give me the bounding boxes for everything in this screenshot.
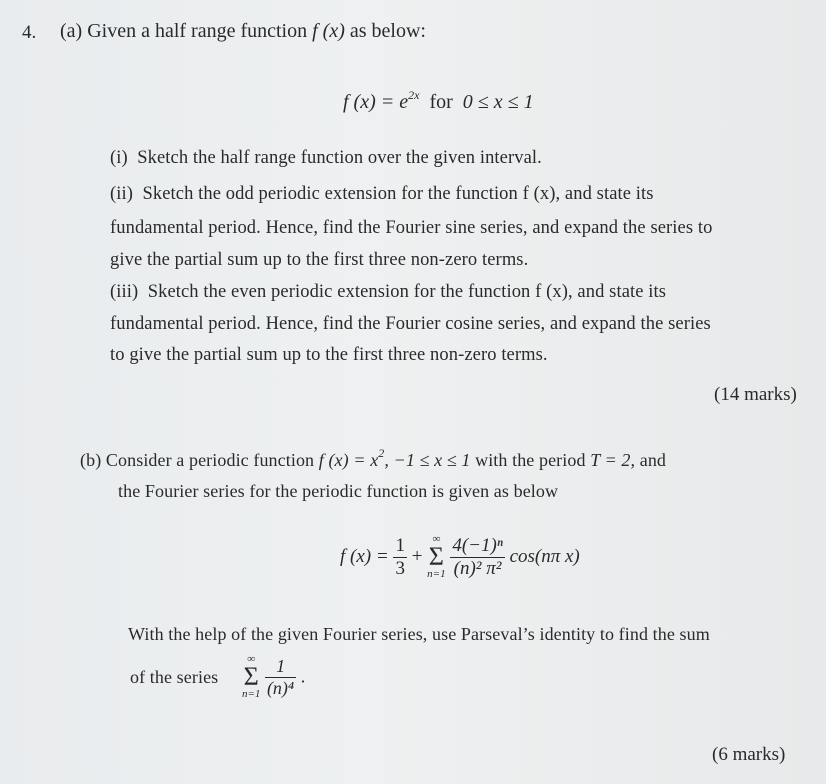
part-b-and: and <box>639 450 667 470</box>
sum2-period: . <box>300 666 306 687</box>
part-a-intro-text: Given a half range function <box>87 20 308 42</box>
part-a-marks: (14 marks) <box>714 384 797 405</box>
sum2-sigma <box>242 654 260 700</box>
item-i-line-1: Sketch the half range function over the given interval. <box>137 148 542 168</box>
item-iii-line-3: to give the partial sum up to the first three non-zero terms. <box>110 345 548 365</box>
item-ii-label: (ii) <box>110 184 134 204</box>
part-b-marks: (6 marks) <box>712 744 786 765</box>
sum2-symbol: Σ <box>243 662 259 691</box>
part-a-intro-fn: f (x) <box>312 20 345 42</box>
part-a-label: (a) <box>60 20 83 42</box>
series-first-fraction <box>393 535 407 580</box>
half-range-equation <box>343 88 534 114</box>
equation-domain: 0 ≤ x ≤ 1 <box>462 91 534 113</box>
item-ii-line-1-row <box>110 184 654 205</box>
item-iii-line-2: fundamental period. Hence, find the Fourier cosine series, and expand the series <box>110 314 711 334</box>
item-iii-line-1: Sketch the even periodic extension for the function f (x), and state its <box>147 282 667 302</box>
sum-series-equation <box>242 654 305 700</box>
equation-for: for <box>429 91 453 113</box>
part-b-line-1-start: Consider a periodic function <box>105 450 315 470</box>
item-iii-line-1-row <box>110 282 666 303</box>
series-first-num: 1 <box>395 534 405 556</box>
part-b-domain: , −1 ≤ x ≤ 1 <box>384 450 471 470</box>
part-b-line-1-end: with the period <box>475 450 586 470</box>
part-a-intro <box>60 20 426 43</box>
item-i <box>110 148 542 169</box>
part-b-fn-exp: 2 <box>378 446 385 460</box>
sum2-fraction <box>265 656 296 699</box>
series-term-fraction <box>450 535 504 580</box>
part-b-line-1 <box>80 446 666 471</box>
part-b-fn: f (x) = x <box>318 450 379 470</box>
sum2-top: ∞ <box>247 653 256 665</box>
equation-exponent: 2x <box>408 88 420 102</box>
part-b-prompt: With the help of the given Fourier series, use Parseval’s identity to find the sum <box>128 624 710 644</box>
series-plus: + <box>411 546 423 567</box>
equation-lhs: f (x) = e <box>343 91 409 113</box>
part-b-series-of: of the series <box>130 667 219 687</box>
series-sum-bottom: n=1 <box>427 568 446 580</box>
fourier-series-equation <box>340 534 580 580</box>
part-a-intro-end: as below: <box>349 20 426 42</box>
series-lhs: f (x) = <box>340 546 389 567</box>
series-sum <box>427 534 445 580</box>
part-b-period: T = 2, <box>590 450 636 470</box>
series-term-cos: cos(nπ x) <box>509 546 580 567</box>
series-term-den: (n)² π² <box>453 557 502 579</box>
series-sum-symbol: Σ <box>428 542 444 571</box>
sum2-bottom: n=1 <box>242 688 261 700</box>
item-iii-label: (iii) <box>110 282 139 302</box>
series-term-num: 4(−1)ⁿ <box>452 534 503 556</box>
series-first-den: 3 <box>395 557 405 579</box>
item-ii-line-2: fundamental period. Hence, find the Fourier sine series, and expand the series to <box>110 218 713 238</box>
question-number: 4. <box>22 22 37 43</box>
series-sum-top: ∞ <box>432 533 441 545</box>
sum2-den: (n)⁴ <box>266 677 295 698</box>
item-ii-line-1: Sketch the odd periodic extension for the function f (x), and state its <box>142 184 654 204</box>
part-b-label: (b) <box>80 450 102 470</box>
item-i-label: (i) <box>110 148 128 168</box>
item-ii-line-3: give the partial sum up to the first three non-zero terms. <box>110 250 529 270</box>
sum2-num: 1 <box>265 656 296 678</box>
part-b-line-2: the Fourier series for the periodic function is given as below <box>118 481 559 501</box>
